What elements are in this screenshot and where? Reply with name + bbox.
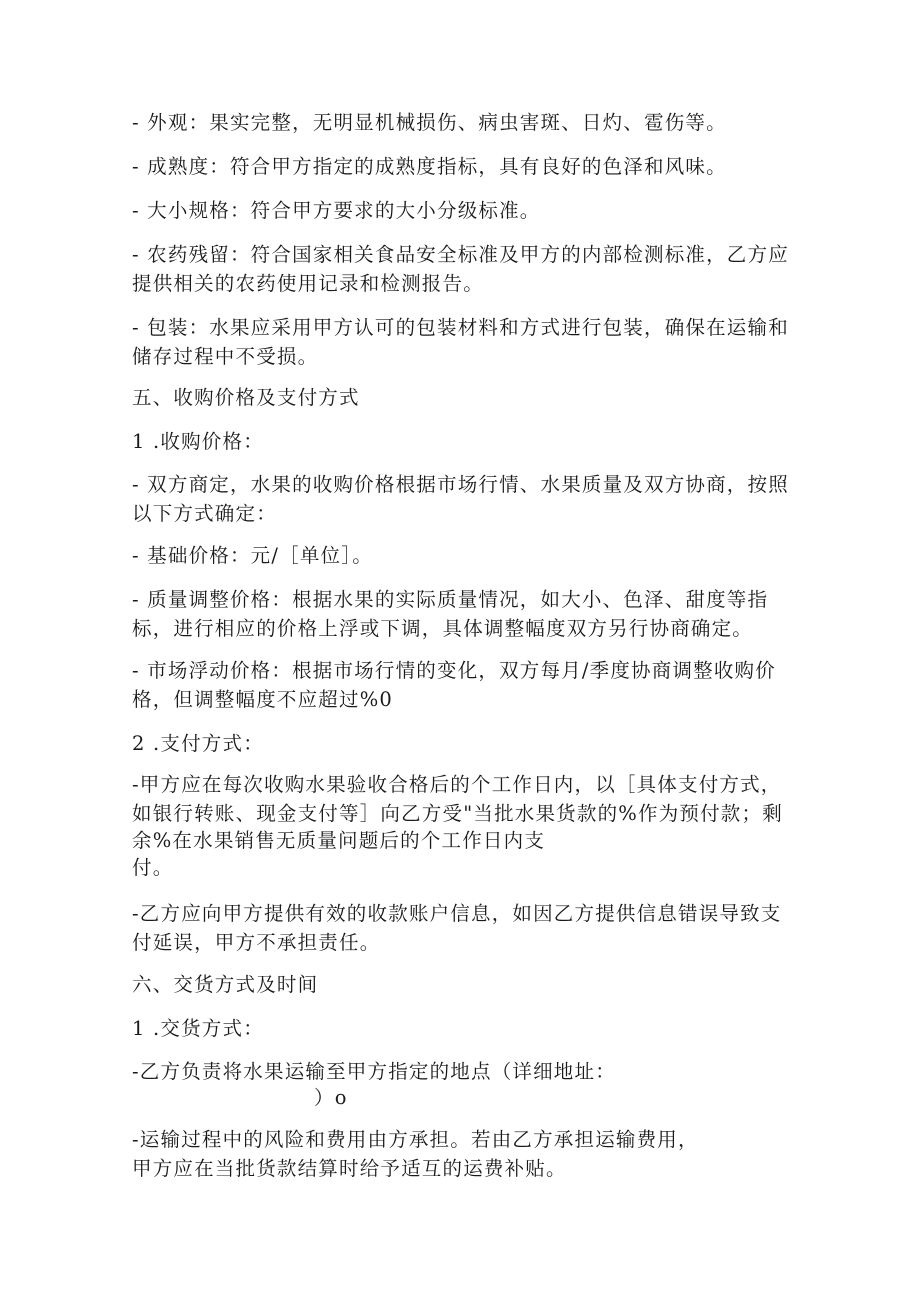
text-line: - 包装：水果应采用甲方认可的包装材料和方式进行包装，确保在运输和 (132, 316, 789, 339)
text-line: - 外观：果实完整，无明显机械损伤、病虫害斑、日灼、雹伤等。 (132, 111, 727, 134)
price-market-floating (132, 656, 832, 714)
delivery-location (132, 1057, 832, 1110)
quality-pesticide (132, 240, 832, 298)
text-line: - 基础价格：元/［单位］。 (132, 544, 373, 567)
text-line: 付。 (132, 856, 174, 879)
text-line: 格，但调整幅度不应超过%0 (132, 688, 394, 711)
payment-account-info (132, 899, 832, 957)
text-line: - 成熟度：符合甲方指定的成熟度指标，具有良好的色泽和风味。 (132, 155, 727, 178)
price-agreement (132, 470, 832, 528)
text-line: 提供相关的农药使用记录和检测报告。 (132, 272, 484, 295)
text-line: ）o (314, 1086, 348, 1109)
text-line: 1 .交货方式： (132, 1017, 264, 1040)
text-line: -甲方应在每次收购水果验收合格后的个工作日内，以［具体支付方式， (132, 773, 782, 796)
section-heading-price-payment (132, 383, 832, 412)
text-line: 标，进行相应的价格上浮或下调，具体调整幅度双方另行协商确定。 (132, 617, 754, 640)
text-line: 余%在水果销售无质量问题后的个工作日内支 (132, 829, 546, 852)
text-line: 甲方应在当批货款结算时给予适互的运费补贴。 (132, 1157, 567, 1180)
text-line: - 农药残留：符合国家相关食品安全标准及甲方的内部检测标准，乙方应 (132, 243, 789, 266)
quality-size (132, 196, 832, 225)
delivery-risk-cost (132, 1125, 832, 1183)
subheading-payment-method (132, 729, 832, 758)
quality-appearance (132, 108, 832, 137)
text-line: 储存过程中不受损。 (132, 345, 319, 368)
text-line: -乙方应向甲方提供有效的收款账户信息，如因乙方提供信息错误导致支 (132, 902, 782, 925)
text-line: 付延误，甲方不承担责任。 (132, 931, 381, 954)
price-quality-adjustment (132, 585, 832, 643)
text-line: 如银行转账、现金支付等］向乙方受"当批水果货款的%作为预付款；剩 (132, 802, 783, 825)
text-line: 以下方式确定： (132, 502, 277, 525)
subheading-purchase-price (132, 427, 832, 456)
subheading-delivery-method (132, 1014, 832, 1043)
text-line: - 质量调整价格：根据水果的实际质量情况，如大小、色泽、甜度等指 (132, 588, 769, 611)
text-line: -乙方负责将水果运输至甲方指定的地点（详细地址： (132, 1060, 616, 1083)
text-line: - 双方商定，水果的收购价格根据市场行情、水果质量及双方协商，按照 (132, 473, 789, 496)
text-line: 2 .支付方式： (132, 732, 264, 755)
price-base (132, 541, 832, 570)
text-line: - 市场浮动价格：根据市场行情的变化，双方每月/季度协商调整收购价 (132, 659, 776, 682)
text-line: -运输过程中的风险和费用由方承担。若由乙方承担运输费用， (132, 1128, 699, 1151)
payment-terms (132, 770, 832, 882)
text-line: 1 .收购价格： (132, 430, 264, 453)
quality-packaging (132, 313, 832, 371)
text-line: - 大小规格：符合甲方要求的大小分级标准。 (132, 199, 541, 222)
quality-ripeness (132, 152, 832, 181)
section-heading-delivery (132, 970, 832, 999)
text-line: 五、收购价格及支付方式 (132, 386, 360, 409)
text-line: 六、交货方式及时间 (132, 973, 319, 996)
